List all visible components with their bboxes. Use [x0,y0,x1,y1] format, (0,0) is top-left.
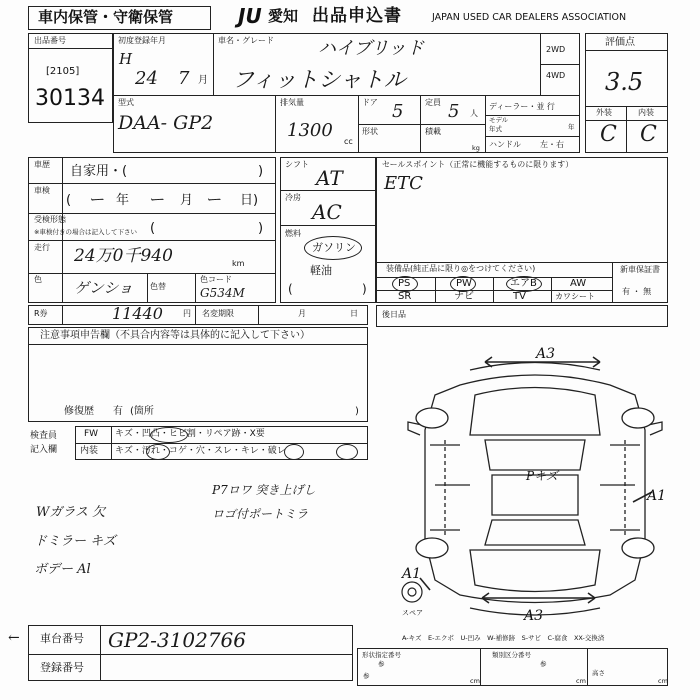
score-int-label: 内装 [638,108,654,117]
ju-logo: JU [238,4,262,28]
recycle-value: 11440 [112,304,163,323]
spec-label-3: 参 [363,672,370,680]
shift-value: AT [316,166,343,190]
ac-value: AC [312,200,342,224]
diagram-a3-top: A3 [536,346,556,362]
inspection-label: 車検 [34,186,50,195]
equip-pw: PW [456,278,472,289]
shift-label: シフト [285,160,309,169]
car-damage-diagram [400,340,670,620]
spec-label-1b: 参 [378,660,385,668]
color-value: ゲンショ [74,279,134,297]
lot-bracket: [2105] [46,66,80,77]
model-label: 車名・グレード [218,36,274,45]
chassis-value: GP2-3102766 [108,628,246,652]
dealer-model: モデル [489,116,509,124]
lot-label: 出品番号 [34,36,66,45]
diagram-a3-bottom: A3 [524,608,544,620]
registration-era: H [119,50,133,68]
diagram-a1-right: A1 [647,488,667,504]
fw-items: キズ・凹凸・ヒビ割・リペア跡・X要 [115,429,265,439]
after-day-label: 後日品 [382,310,406,319]
registration-month-unit: 月 [198,75,208,86]
spec-label-2b: 参 [540,660,547,668]
windshield [485,440,585,470]
drive-4wd: 4WD [546,71,566,80]
registration-year: 24 [135,68,158,89]
displacement-value: 1300 [287,120,333,141]
receipt-form-label: 受検形態 [34,215,66,224]
color-code: G534M [200,286,245,300]
receipt-form-note: ※車検付きの場合は記入して下さい [34,228,137,236]
wheel-rear-left [416,538,448,558]
equip-airbag: エアB [510,278,537,289]
interior-items: キズ・汚れ・コゲ・穴・スレ・キレ・破レ [115,446,286,456]
dealer-year-unit: 年 [568,123,575,131]
association-name: JAPAN USED CAR DEALERS ASSOCIATION [432,12,627,23]
registration-month: 7 [178,68,190,89]
color-label: 色 [34,275,42,284]
front-bumper [470,363,600,371]
after-day-box [376,305,668,327]
front-hood [470,388,600,436]
logo-text: 愛知 [268,7,299,25]
door-lines [430,445,640,530]
equip-navi: ナビ [454,291,474,302]
equip-aw: AW [570,278,587,289]
sales-point-label: セールスポイント（正常に機能するものに限ります） [382,160,574,169]
score-value: 3.5 [605,68,644,96]
damage-legend: A-キズ E-エクボ U-凹み W-補修跡 S-サビ C-腐食 XX-交換済 [402,634,605,642]
displacement-label: 排気量 [280,98,304,107]
equip-ps: PS [398,278,411,289]
interior-mark-circle-1 [146,444,170,460]
history-value: 自家用・( [70,164,128,179]
remark-2: ドミラー キズ [34,534,116,549]
capacity-label: 定員 [425,98,441,107]
repair-value: 有 [113,406,123,417]
fuel-close: ) [362,282,367,296]
spec-label-2: 類別区分番号 [492,651,531,659]
mileage-label: 走行 [34,243,50,252]
interior-mark-circle-2 [284,444,304,460]
chassis-label: 車台番号 [40,632,84,645]
score-label: 評価点 [605,37,635,48]
fuel-gasoline: ガソリン [312,241,356,254]
model-name: フィットシャトル [232,68,406,93]
fuel-label: 燃料 [285,229,301,238]
rear-window [485,520,585,545]
kg-unit: kg [472,144,480,152]
inspection-value-year: ー [88,190,105,209]
doors-label: ドア [362,98,378,107]
sales-point-value: ETC [384,173,423,194]
spec-height: 高さ [592,669,605,677]
diagram-center-note: Pキズ [526,469,558,483]
capacity-unit: 人 [470,109,478,118]
model-grade: ハイブリッド [318,38,425,59]
type-label: 型式 [118,98,134,107]
score-ext-label: 外装 [596,108,612,117]
doors-value: 5 [392,101,404,122]
equip-leather: カワシート [555,292,595,301]
lot-number: 30134 [35,86,105,111]
a3-bottom-arrow [482,593,595,603]
fw-label: FW [84,429,99,439]
storage-label: 車内保管・守衛保管 [38,8,174,26]
color-code-label: 色コード [200,275,232,284]
diagram-spare-label: スペア [402,609,423,617]
car-body-outline [425,375,645,603]
shape-label: 形状 [362,127,378,136]
fuel-diesel: 軽油 [310,264,332,277]
equipment-label: 装備品(純正品に限り◎をつけてください) [386,264,536,273]
wheel-rear-right [622,538,654,558]
registration-number-label: 登録番号 [40,661,84,674]
equip-tv: TV [513,291,526,302]
capacity-value: 5 [448,101,460,122]
equip-pw-circle [450,276,476,292]
score-ext: C [600,122,617,147]
repair-close: ) [355,406,359,417]
fw-mark-circle [150,427,188,443]
spec-cm-1: cm [470,677,480,685]
receipt-form-open: ( [150,221,156,236]
type-value: DAA- GP2 [118,112,214,134]
interior-label: 内装 [80,446,99,456]
inspection-year-unit: 年 [116,193,130,208]
interior-mark-circle-3 [336,444,358,460]
rear-hatch [470,550,600,592]
receipt-form-close: ) [258,221,264,236]
drive-2wd: 2WD [546,45,566,54]
repair-where: (箇所 [130,406,154,417]
recycle-row [28,305,368,325]
inspection-value-day: ー [205,190,222,209]
color-change-label: 色替 [150,282,166,291]
wheel-front-left [416,408,448,428]
equip-ps-circle [392,276,418,292]
ac-label: 冷房 [285,193,301,202]
repair-label: 修復歴 [64,406,94,417]
inspection-day-unit: 日) [240,193,259,208]
chassis-mark: ← [8,630,20,646]
fuel-open: ( [288,282,293,296]
dealer-handle-side: 左・右 [540,140,564,149]
inspection-value-month: ー [148,190,165,209]
inspector-label-1: 検査員 [30,431,58,441]
remark-3: ボデー Al [34,562,91,577]
recycle-unit: 円 [183,309,191,318]
spec-label-1: 形状指定番号 [362,651,401,659]
name-change-label: 名変期限 [202,309,234,318]
inspection-month-unit: 月 [180,193,194,208]
equip-sr: SR [398,291,412,302]
name-change-day: 日 [350,309,358,318]
mileage-value: 24万0千940 [74,246,173,266]
mileage-unit: km [232,259,245,268]
spec-cm-3: cm [658,677,668,685]
spare-tire-hub [408,588,416,596]
name-change-month: 月 [298,309,306,318]
dealer-line1: ディーラー・並 行 [489,102,555,111]
dealer-handle: ハンドル [489,140,521,149]
score-int: C [640,122,657,147]
dealer-year: 年式 [489,125,502,133]
spec-cm-2: cm [576,677,586,685]
inspection-open: ( [66,193,72,208]
remark-1: Wガラス 欠 [36,505,106,520]
warranty-label: 新車保証書 [620,265,660,274]
equip-airbag-circle [506,276,542,292]
form-title: 出品申込書 [312,6,402,26]
diagram-a1-left: A1 [402,566,422,582]
inspector-label-2: 記入欄 [30,445,58,455]
fuel-gasoline-circle [304,236,362,260]
wheel-front-right [622,408,654,428]
registration-label: 初度登録年月 [118,36,166,45]
warranty-value: 有 ・ 無 [622,287,652,296]
remark-right-1: P7ロワ 突き上げし [212,483,316,497]
load-label: 積載 [425,127,441,136]
remark-right-2: ロゴ付ポートミラ [212,507,309,521]
notes-label: 注意事項申告欄（不具合内容等は具体的に記入して下さい） [40,330,310,341]
history-label: 車歴 [34,160,50,169]
recycle-label: R券 [34,309,48,318]
displacement-unit: cc [344,137,353,146]
history-close: ) [258,164,264,179]
